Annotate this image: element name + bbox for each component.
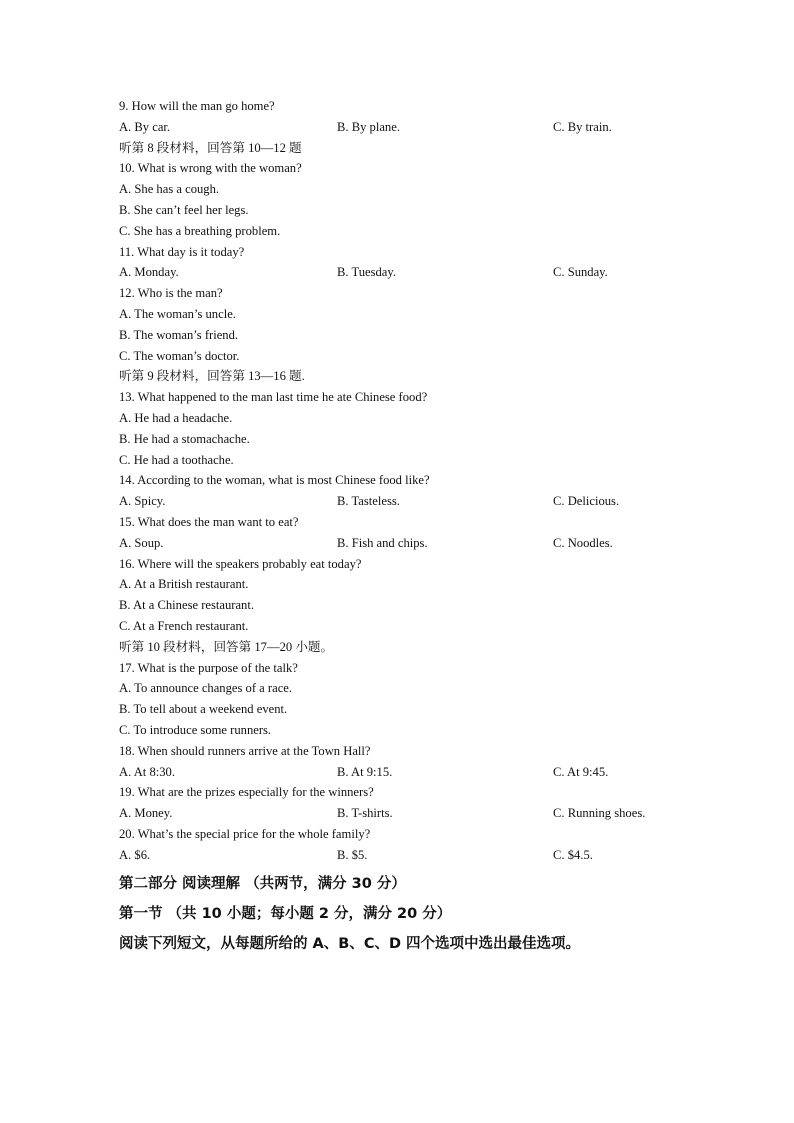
option-b: B. T-shirts.	[337, 806, 393, 821]
option-c: C. At 9:45.	[553, 764, 609, 779]
option-b: B. Tuesday.	[337, 265, 397, 280]
option-text: B. The woman’s friend.	[119, 327, 239, 342]
option-a: A. At 8:30.	[119, 764, 175, 779]
option-a: A. $6.	[119, 847, 151, 862]
option-text: A. She has a cough.	[119, 182, 220, 197]
question-text: 19. What are the prizes especially for the winners?	[119, 785, 374, 800]
section-instruction: 听第 9 段材料，回答第 13—16 题.	[119, 369, 305, 384]
option-b: B. $5.	[337, 847, 368, 862]
option-row	[119, 762, 719, 783]
option-b: B. Tasteless.	[337, 494, 400, 509]
option-b: B. By plane.	[337, 119, 400, 134]
option-text: A. The woman’s uncle.	[119, 306, 236, 321]
section-heading: 第二部分 阅读理解 （共两节，满分 30 分）	[119, 876, 406, 893]
option-text: A. He had a headache.	[119, 410, 233, 425]
option-text: C. He had a toothache.	[119, 452, 234, 467]
option-a: A. Soup.	[119, 535, 164, 550]
question-text: 11. What day is it today?	[119, 244, 245, 259]
option-text: C. The woman’s doctor.	[119, 348, 240, 363]
question-text: 17. What is the purpose of the talk?	[119, 660, 298, 675]
option-text: A. At a British restaurant.	[119, 577, 249, 592]
question-text: 14. According to the woman, what is most Chinese food like?	[119, 473, 430, 488]
question-text: 10. What is wrong with the woman?	[119, 161, 302, 176]
option-c: C. By train.	[553, 119, 612, 134]
option-c: C. Delicious.	[553, 494, 620, 509]
exam-content	[119, 96, 719, 959]
option-b: B. Fish and chips.	[337, 535, 428, 550]
option-a: A. Spicy.	[119, 494, 166, 509]
question-text: 15. What does the man want to eat?	[119, 514, 299, 529]
option-text: B. She can’t feel her legs.	[119, 202, 249, 217]
section-heading: 第一节 （共 10 小题；每小题 2 分，满分 20 分）	[119, 906, 452, 923]
option-row	[119, 845, 719, 866]
option-text: C. At a French restaurant.	[119, 618, 249, 633]
option-text: B. To tell about a weekend event.	[119, 702, 288, 717]
option-row	[119, 533, 719, 554]
section-heading: 阅读下列短文，从每题所给的 A、B、C、D 四个选项中选出最佳选项。	[119, 936, 581, 953]
option-c: C. Running shoes.	[553, 806, 646, 821]
option-row	[119, 491, 719, 512]
section-instruction: 听第 10 段材料，回答第 17—20 小题。	[119, 639, 334, 654]
option-text: B. At a Chinese restaurant.	[119, 598, 255, 613]
option-text: C. She has a breathing problem.	[119, 223, 281, 238]
option-row	[119, 117, 719, 138]
option-text: A. To announce changes of a race.	[119, 681, 293, 696]
question-text: 16. Where will the speakers probably eat today?	[119, 556, 362, 571]
option-a: A. By car.	[119, 119, 171, 134]
option-b: B. At 9:15.	[337, 764, 393, 779]
question-text: 9. How will the man go home?	[119, 99, 275, 113]
question-text: 18. When should runners arrive at the Town Hall?	[119, 743, 371, 758]
option-row	[119, 803, 719, 824]
section-instruction: 听第 8 段材料，回答第 10—12 题	[119, 140, 302, 155]
question-text: 12. Who is the man?	[119, 286, 223, 301]
option-a: A. Money.	[119, 806, 173, 821]
question-text: 20. What’s the special price for the whole family?	[119, 826, 371, 841]
option-c: C. Sunday.	[553, 265, 608, 280]
option-a: A. Monday.	[119, 265, 179, 280]
option-text: B. He had a stomachache.	[119, 431, 250, 446]
option-text: C. To introduce some runners.	[119, 722, 272, 737]
option-c: C. Noodles.	[553, 535, 613, 550]
option-row	[119, 262, 719, 283]
option-c: C. $4.5.	[553, 847, 593, 862]
question-text: 13. What happened to the man last time he ate Chinese food?	[119, 390, 428, 405]
